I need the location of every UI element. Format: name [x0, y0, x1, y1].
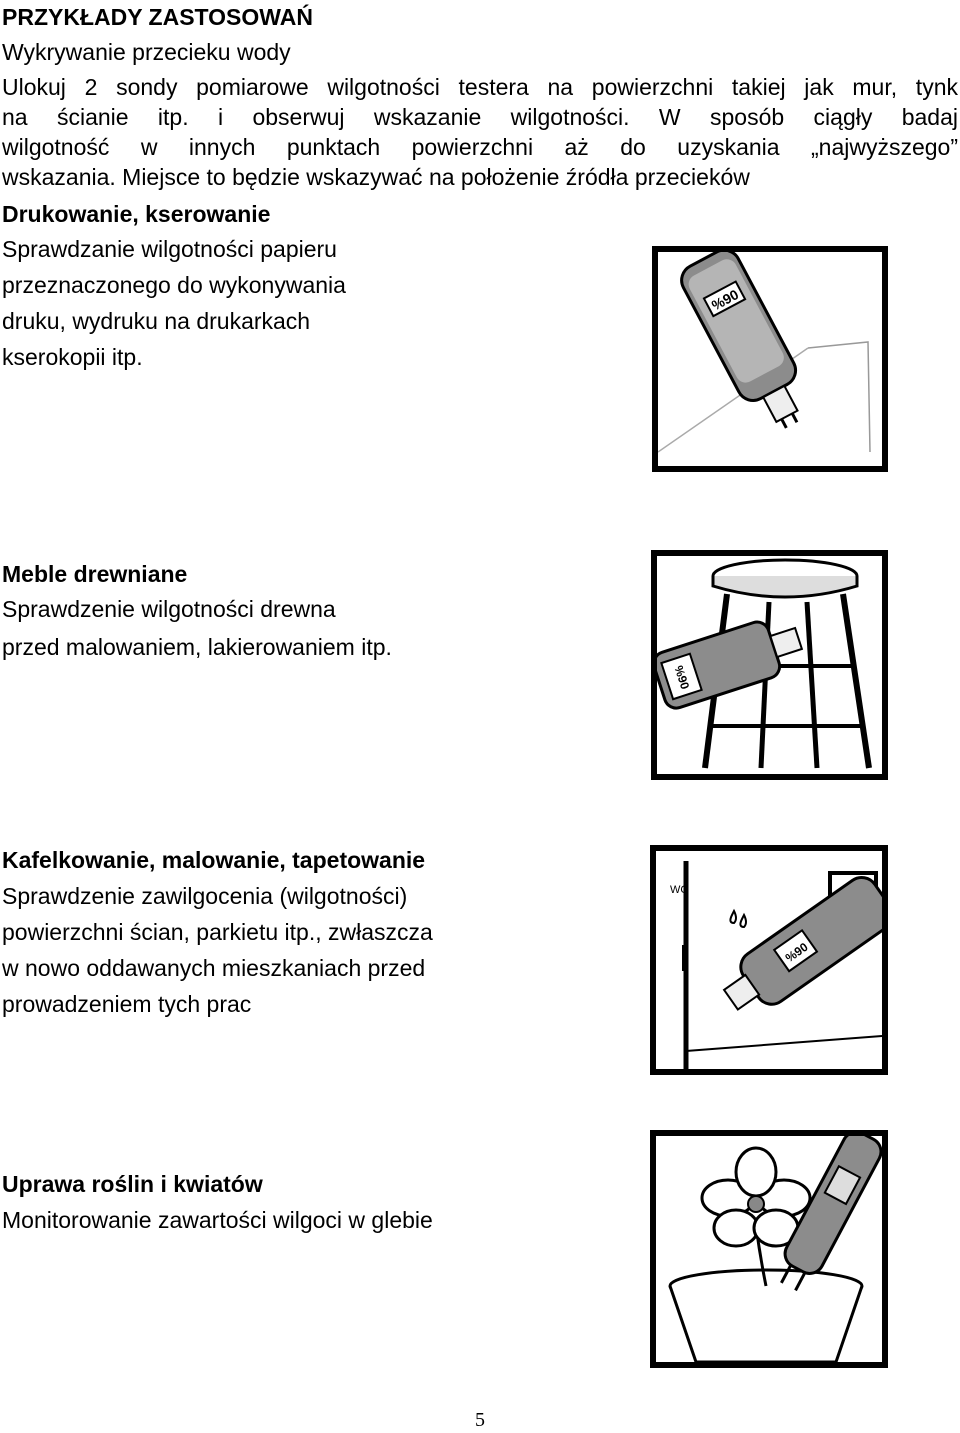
water-leak-text-line-1: Ulokuj 2 sondy pomiarowe wilgotności testera na powierzchni takiej jak mur, tynk [2, 74, 958, 100]
wall-sign-text: WC [670, 884, 689, 896]
plants-text-line-1: Monitorowanie zawartości wilgoci w glebie [2, 1207, 433, 1233]
tiling-text-line-4: prowadzeniem tych prac [2, 991, 252, 1017]
plant-meter-drawing [656, 1136, 882, 1362]
furniture-text-line-1: Sprawdzenie wilgotności drewna [2, 596, 336, 622]
printing-text-line-1: Sprawdzanie wilgotności papieru [2, 236, 337, 262]
page-number: 5 [475, 1409, 485, 1431]
paper-meter-display: %90 [708, 286, 742, 314]
stool-meter-drawing [657, 556, 882, 774]
section-title-tiling: Kafelkowanie, malowanie, tapetowanie [2, 847, 426, 873]
paper-testing-illustration [652, 246, 888, 472]
water-leak-text-line-2: na ścianie itp. i obserwuj wskazanie wilgotności. W sposób ciągły badaj [2, 104, 958, 130]
tiling-text-line-2: powierzchni ścian, parkietu itp., zwłaszcza [2, 919, 433, 945]
section-title-furniture: Meble drewniane [2, 561, 188, 587]
stool-meter-display: %90 [671, 663, 693, 692]
tiling-text-line-3: w nowo oddawanych mieszkaniach przed [2, 955, 426, 981]
tiling-text-line-1: Sprawdzenie zawilgocenia (wilgotności) [2, 883, 408, 909]
wall-meter-display: %90 [782, 939, 811, 966]
printing-text-line-2: przeznaczonego do wykonywania [2, 272, 346, 298]
wall-testing-illustration [650, 845, 888, 1075]
water-leak-text-line-4: wskazania. Miejsce to będzie wskazywać na położenie źródła przecieków [2, 164, 750, 190]
printing-text-line-3: druku, wydruku na drukarkach [2, 308, 311, 334]
section-title-water-leak: Wykrywanie przecieku wody [2, 39, 291, 65]
wall-meter-drawing [656, 851, 882, 1069]
section-title-plants: Uprawa roślin i kwiatów [2, 1171, 263, 1197]
plant-testing-illustration [650, 1130, 888, 1368]
stool-testing-illustration [651, 550, 888, 780]
page-heading: PRZYKŁADY ZASTOSOWAŃ [2, 4, 313, 30]
printing-text-line-4: kserokopii itp. [2, 344, 143, 370]
section-title-printing: Drukowanie, kserowanie [2, 201, 271, 227]
furniture-text-line-2: przed malowaniem, lakierowaniem itp. [2, 634, 392, 660]
paper-meter-drawing [658, 252, 882, 466]
water-leak-text-line-3: wilgotność w innych punktach powierzchni aż do uzyskania „najwyższego” [2, 134, 958, 160]
